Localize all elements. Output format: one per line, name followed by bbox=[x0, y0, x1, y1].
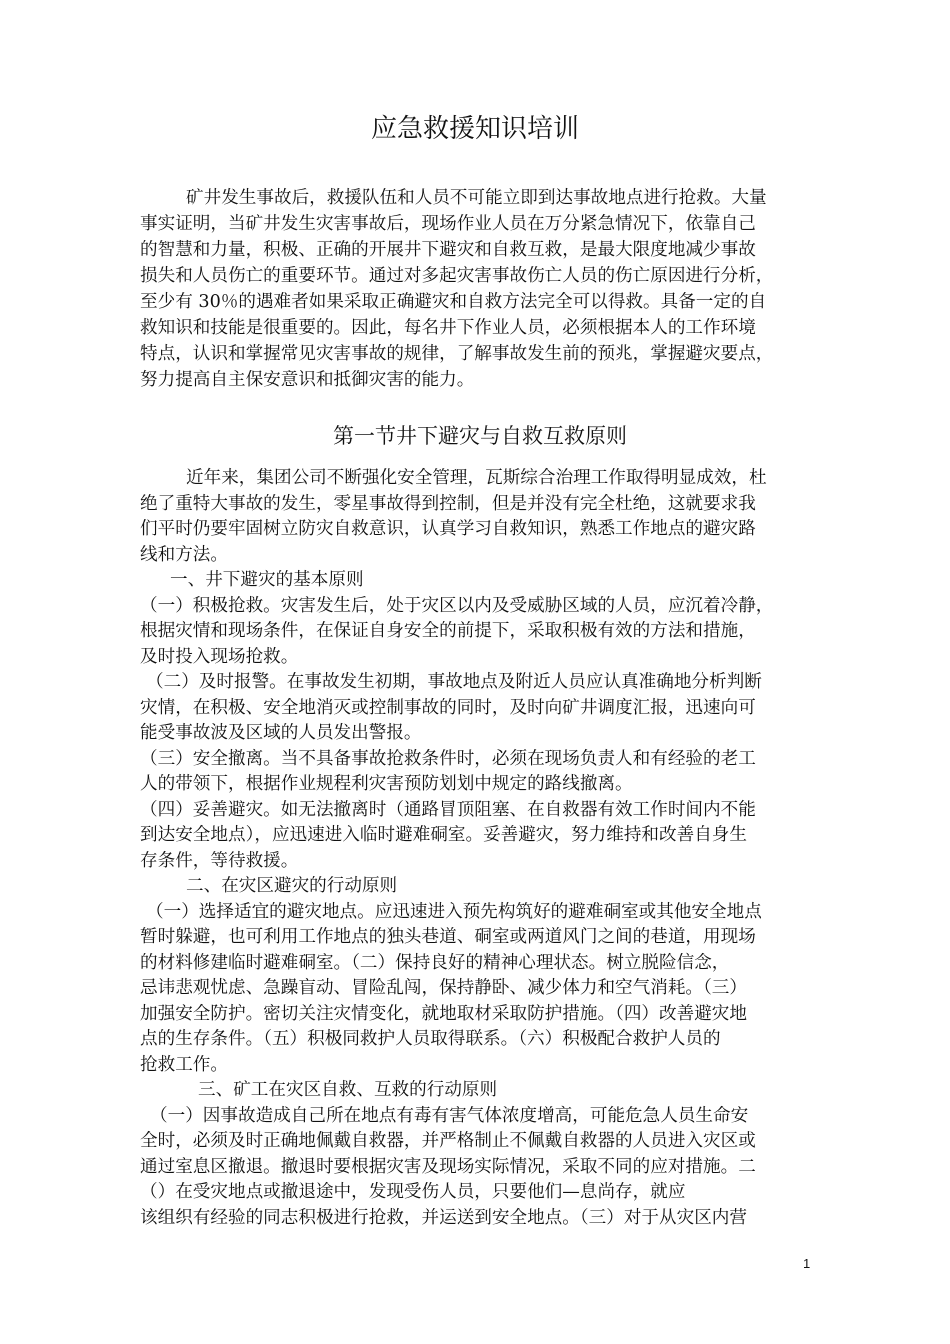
body-line: 全时，必须及时正确地佩戴自救器，并严格制止不佩戴自救器的人员进入灾区或 bbox=[140, 1131, 756, 1151]
body-line: 忌讳悲观忧虑、急躁盲动、冒险乱闯，保持静卧、减少体力和空气消耗。（三） bbox=[140, 978, 747, 998]
body-line: 暂时躲避，也可利用工作地点的独头巷道、硐室或两道风门之间的巷道，用现场 bbox=[140, 927, 756, 947]
body-line: 近年来，集团公司不断强化安全管理，瓦斯综合治理工作取得明显成效，杜 bbox=[186, 468, 767, 488]
body-line: 存条件，等待救援。 bbox=[140, 851, 299, 871]
body-line: 人的带领下，根据作业规程利灾害预防划划中规定的路线撤离。 bbox=[140, 774, 633, 794]
body-line: （一）积极抢救。灾害发生后，处于灾区以内及受威胁区域的人员，应沉着冷静， bbox=[140, 596, 774, 616]
body-line: 根据灾情和现场条件，在保证自身安全的前提下，采取积极有效的方法和措施， bbox=[140, 621, 756, 641]
intro-line: 努力提高自主保安意识和抵御灾害的能力。 bbox=[140, 370, 475, 390]
body-line: 的材料修建临时避难硐室。（二）保持良好的精神心理状态。树立脱险信念， bbox=[140, 953, 730, 973]
body-line: （三）安全撤离。当不具备事故抢救条件时，必须在现场负责人和有经验的老工 bbox=[140, 749, 756, 769]
body-line: 抢救工作。 bbox=[140, 1055, 228, 1075]
section-title: 第一节井下避灾与自救互救原则 bbox=[333, 424, 627, 448]
intro-line: 损失和人员伤亡的重要环节。通过对多起灾害事故伤亡人员的伤亡原因进行分析， bbox=[140, 266, 774, 286]
heading-line: 一、井下避灾的基本原则 bbox=[170, 570, 364, 590]
intro-line: 的智慧和力量，积极、正确的开展井下避灾和自救互救，是最大限度地减少事故 bbox=[140, 240, 756, 260]
body-line: （）在受灾地点或撤退途中，发现受伤人员，只要他们—息尚存，就应 bbox=[140, 1182, 686, 1202]
body-line: 及时投入现场抢救。 bbox=[140, 647, 299, 667]
body-line: 线和方法。 bbox=[140, 545, 228, 565]
body-line: （一）选择适宜的避灾地点。应迅速进入预先构筑好的避难硐室或其他安全地点 bbox=[146, 902, 762, 922]
body-line: （四）妥善避灾。如无法撤离时（通路冒顶阻塞、在自救器有效工作时间内不能 bbox=[140, 800, 756, 820]
intro-line: 特点，认识和掌握常见灾害事故的规律，了解事故发生前的预兆，掌握避灾要点， bbox=[140, 344, 774, 364]
document-title: 应急救援知识培训 bbox=[370, 114, 579, 144]
body-line: 加强安全防护。密切关注灾情变化，就地取材采取防护措施。（四）改善避灾地 bbox=[140, 1004, 747, 1024]
heading-line: 二、在灾区避灾的行动原则 bbox=[186, 876, 398, 896]
heading-line: 三、矿工在灾区自救、互救的行动原则 bbox=[198, 1080, 498, 1100]
intro-line: 救知识和技能是很重要的。因此，每名井下作业人员，必须根据本人的工作环境 bbox=[140, 318, 756, 338]
body-line: 们平时仍要牢固树立防灾自救意识，认真学习自救知识，熟悉工作地点的避灾路 bbox=[140, 519, 756, 539]
intro-line: 至少有 30％的遇难者如果采取正确避灾和自救方法完全可以得救。具备一定的自 bbox=[140, 292, 767, 312]
body-line: 能受事故波及区域的人员发出警报。 bbox=[140, 723, 422, 743]
body-line: 绝了重特大事故的发生，零星事故得到控制，但是并没有完全杜绝，这就要求我 bbox=[140, 494, 756, 514]
intro-line: 矿井发生事故后，救援队伍和人员不可能立即到达事故地点进行抢救。大量 bbox=[186, 188, 767, 208]
body-line: 灾情，在积极、安全地消灭或控制事故的同时，及时向矿井调度汇报，迅速向可 bbox=[140, 698, 756, 718]
intro-line: 事实证明，当矿井发生灾害事故后，现场作业人员在万分紧急情况下，依靠自己 bbox=[140, 214, 756, 234]
body-line: （二）及时报警。在事故发生初期，事故地点及附近人员应认真准确地分析判断 bbox=[146, 672, 762, 692]
body-line: 点的生存条件。（五）积极同救护人员取得联系。（六）积极配合救护人员的 bbox=[140, 1029, 721, 1049]
body-line: 该组织有经验的同志积极进行抢救，并运送到安全地点。（三）对于从灾区内营 bbox=[140, 1208, 747, 1228]
body-line: 通过室息区撤退。撤退时要根据灾害及现场实际情况，采取不同的应对措施。二 bbox=[140, 1157, 756, 1177]
page-number: 1 bbox=[803, 1256, 811, 1271]
body-line: 到达安全地点），应迅速进入临时避难硐室。妥善避灾，努力维持和改善自身生 bbox=[140, 825, 747, 845]
body-line: （一）因事故造成自己所在地点有毒有害气体浓度增高，可能危急人员生命安 bbox=[150, 1106, 749, 1126]
